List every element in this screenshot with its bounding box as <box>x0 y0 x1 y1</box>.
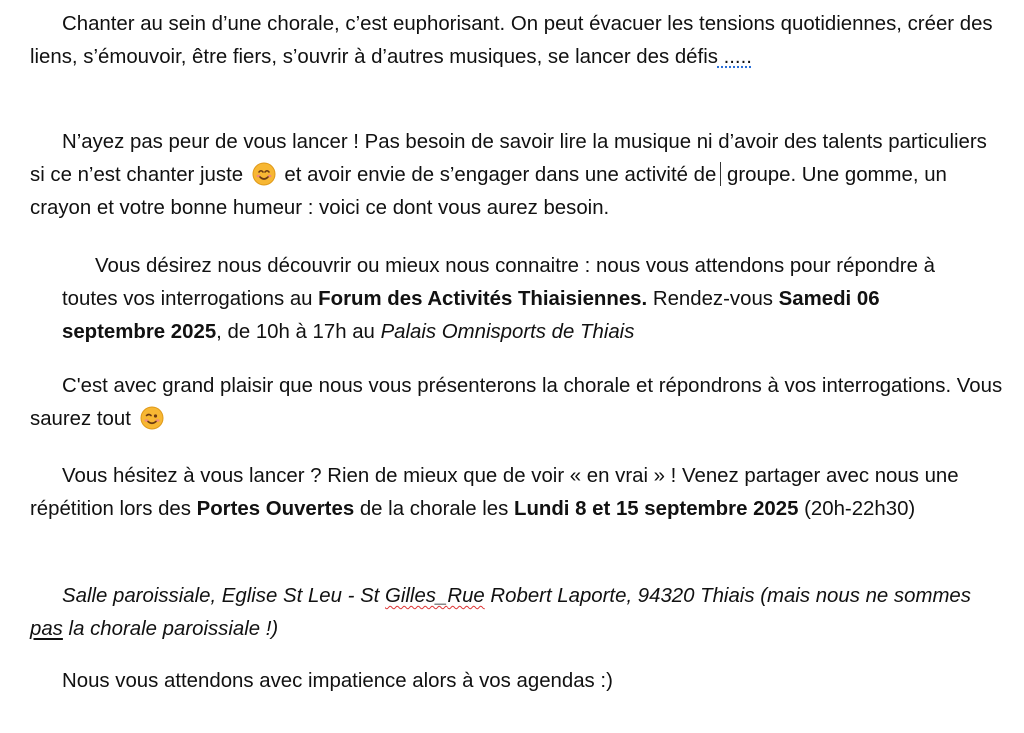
forum-text-a: Vous désirez nous découvrir ou mieux nous connaitre : nous vous attendons pour répondre à toutes vos interrogations au <box>62 255 935 310</box>
address-text-b: Robert Laporte, 94320 Thiais (mais nous ne sommes <box>484 585 971 607</box>
presentation-text: C'est avec grand plaisir que nous vous présenterons la chorale et répondrons à vos interrogations. Vous saurez tout <box>30 375 1003 430</box>
address-gilles: Gilles_ <box>385 585 448 607</box>
forum-place: Palais Omnisports de Thiais <box>380 321 635 343</box>
no-fear-text-b: et avoir envie de s’engager dans une activité de <box>284 164 717 186</box>
address-rue: Rue <box>447 585 485 607</box>
paragraph-closing <box>30 665 1005 698</box>
address-pas: pas <box>30 618 63 640</box>
no-fear-text-a: N’ayez pas peur de vous lancer ! Pas besoin de savoir lire la musique ni d’avoir des talents particuliers si ce n’est chanter juste <box>30 131 987 186</box>
smiling-face-icon <box>252 162 276 186</box>
forum-text-b: Rendez-vous <box>647 288 779 310</box>
paragraph-presentation <box>30 370 1005 436</box>
paragraph-intro <box>30 8 1005 74</box>
paragraph-address <box>30 580 1005 646</box>
intro-ellipsis: ..... <box>717 46 752 68</box>
forum-text-c: , de 10h à 17h au <box>216 321 381 343</box>
paragraph-open-days <box>30 460 1005 526</box>
open-days-text-a: Vous hésitez à vous lancer ? Rien de mieux que de voir « en vrai » ! Venez partager avec nous une répétition lors des <box>30 465 959 520</box>
open-days-hours: (20h-22h30) <box>798 498 916 520</box>
no-fear-text-c: groupe. Une gomme, un crayon et votre bonne humeur : voici ce dont vous aurez besoin. <box>30 164 947 219</box>
forum-name: Forum des Activités Thiaisiennes. <box>318 288 648 310</box>
intro-text: Chanter au sein d’une chorale, c’est euphorisant. On peut évacuer les tensions quotidiennes, créer des liens, s’émouvoir, être fiers, s’ouvrir à d’autres musiques, se lancer des défis <box>30 13 993 68</box>
address-text-a: Salle paroissiale, Eglise St Leu - St <box>62 585 386 607</box>
open-days-label: Portes Ouvertes <box>196 498 355 520</box>
closing-text: Nous vous attendons avec impatience alors à vos agendas :) <box>62 670 613 692</box>
forum-date: Samedi 06 septembre 2025 <box>62 288 880 343</box>
address-text-c: la chorale paroissiale !) <box>62 618 279 640</box>
paragraph-forum <box>62 250 962 349</box>
paragraph-no-fear <box>30 126 1005 225</box>
winking-face-icon <box>140 406 164 430</box>
open-days-dates: Lundi 8 et 15 septembre 2025 <box>513 498 799 520</box>
open-days-text-b: de la chorale les <box>354 498 514 520</box>
